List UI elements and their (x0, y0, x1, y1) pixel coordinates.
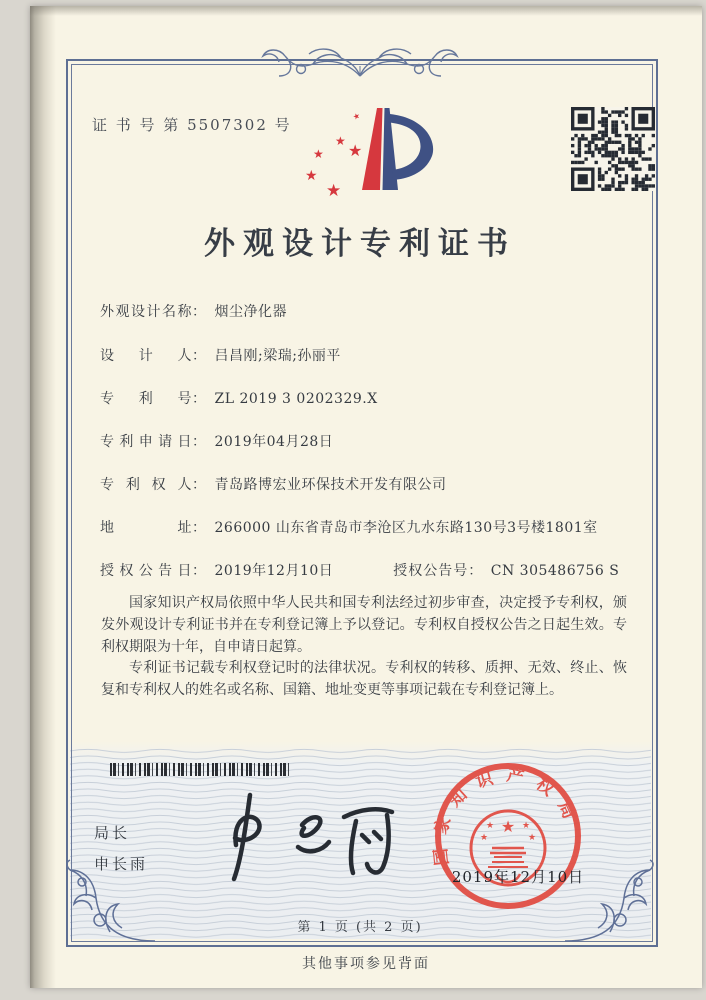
certificate-page (30, 6, 702, 988)
official-seal (428, 756, 588, 916)
director-block (94, 822, 148, 874)
back-side-note: 其他事项参见背面 (302, 956, 430, 972)
field-patent-number: 专利号 ： ZL 2019 3 0202329.X (100, 388, 378, 408)
field-patentee: 专利权人 ： 青岛路博宏业环保技术开发有限公司 (100, 474, 447, 494)
field-label: 专利申请日 (100, 434, 192, 450)
field-label: 专利号 (100, 391, 192, 407)
field-value: 266000 山东省青岛市李沧区九水东路130号3号楼1801室 (214, 520, 598, 536)
field-label: 设计人 (100, 348, 192, 364)
field-label: 地址 (100, 520, 192, 536)
logo-p-bowl (389, 114, 434, 180)
logo-stars (305, 111, 362, 201)
field-value: CN 305486756 S (490, 563, 620, 579)
field-design-name: 外观设计名称 ： 烟尘净化器 (100, 301, 287, 321)
legal-paragraph-2: 专利证书记载专利权登记时的法律状况。专利权的转移、质押、无效、终止、恢复和专利权人的姓名或名称、国籍、地址变更等事项记载在专利登记簿上。 (101, 660, 627, 699)
svg-text:★: ★ (527, 833, 537, 843)
field-filing-date: 专利申请日 ： 2019年04月28日 (100, 431, 333, 451)
svg-text:★: ★ (500, 817, 516, 836)
page-number: 第 1 页 (共 2 页) (297, 920, 423, 935)
certificate-number: 证 书 号 第 5507302 号 (92, 116, 292, 134)
field-designer: 设计人 ： 吕昌刚;梁瑞;孙丽平 (100, 345, 341, 365)
director-name: 申长雨 (94, 855, 149, 873)
svg-text:★: ★ (351, 110, 362, 122)
field-grant-date-and-number: 授权公告日 ： 2019年12月10日 授权公告号 ： CN 305486756 S (100, 560, 619, 580)
director-signature (202, 785, 402, 885)
field-grant-number: 授权公告号 ： CN 305486756 S (393, 560, 619, 580)
field-label: 授权公告号 (393, 563, 469, 579)
svg-text:★: ★ (313, 147, 324, 161)
seal-text: 国家知识产权局 (429, 765, 584, 867)
field-address: 地址 ： 266000 山东省青岛市李沧区九水东路130号3号楼1801室 (100, 517, 598, 537)
svg-text:★: ★ (335, 134, 346, 148)
field-label: 授权公告日 (100, 563, 192, 579)
field-value: 2019年04月28日 (214, 434, 334, 450)
field-value: 青岛路博宏业环保技术开发有限公司 (214, 477, 447, 493)
field-label: 外观设计名称 (100, 304, 192, 320)
barcode (110, 763, 292, 776)
legal-paragraph-1: 国家知识产权局依照中华人民共和国专利法经过初步审查，决定授予专利权，颁发外观设计专利证书并在专利登记簿上予以登记。专利权自授权公告之日起生效。专利权期限为十年，自申请日起算。 (101, 595, 627, 655)
svg-text:★: ★ (326, 181, 342, 201)
logo-wedge-red (362, 108, 383, 190)
field-value: 烟尘净化器 (214, 304, 287, 320)
field-label: 专利权人 (100, 477, 192, 493)
svg-text:★: ★ (485, 821, 495, 831)
book-spine-shadow (30, 6, 56, 988)
director-title: 局长 (94, 824, 131, 842)
scan-edge-shadow (30, 6, 702, 16)
svg-text:★: ★ (305, 168, 318, 184)
legal-text (101, 593, 627, 702)
svg-text:★: ★ (479, 833, 489, 843)
svg-text:★: ★ (521, 821, 531, 831)
cnipa-logo (288, 100, 438, 210)
certificate-title: 外观设计专利证书 (204, 226, 516, 262)
svg-text:国家知识产权局 (430, 764, 584, 866)
field-value: ZL 2019 3 0202329.X (214, 391, 378, 407)
field-value: 2019年12月10日 (214, 563, 334, 579)
field-value: 吕昌刚;梁瑞;孙丽平 (214, 348, 341, 364)
qr-code (571, 107, 655, 191)
seal-date: 2019年12月10日 (451, 868, 585, 886)
svg-text:★: ★ (348, 141, 363, 160)
